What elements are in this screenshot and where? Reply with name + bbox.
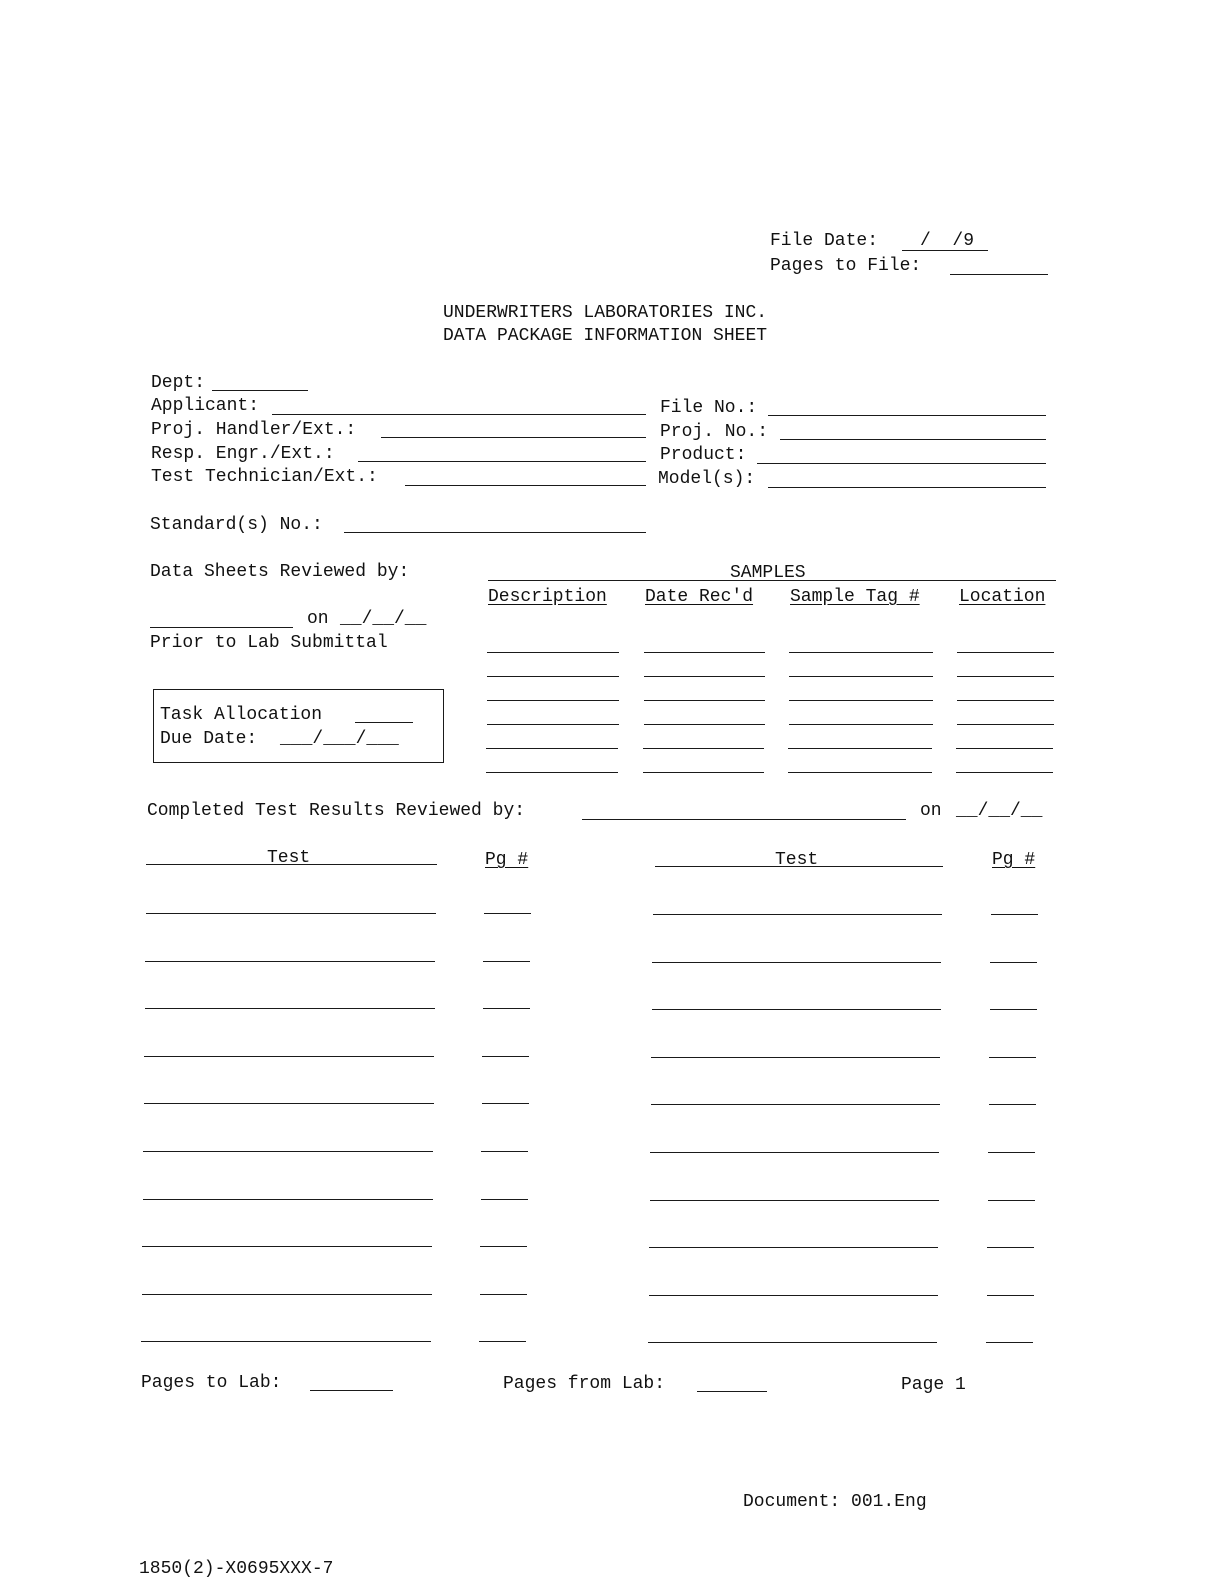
pages-to-file-label: Pages to File: <box>770 256 922 276</box>
task-box-right <box>443 689 444 763</box>
sample-description-field[interactable] <box>487 700 619 701</box>
pages-to-lab-label: Pages to Lab: <box>141 1373 282 1393</box>
page-number: Page 1 <box>901 1375 966 1395</box>
review-on-label: on <box>307 609 329 629</box>
due-date-label: Due Date: <box>160 729 258 749</box>
form-code: 1850(2)-X0695XXX-7 <box>139 1559 334 1579</box>
resp-engr-label: Resp. Engr./Ext.: <box>151 444 335 464</box>
test-left-field[interactable] <box>145 961 435 962</box>
samples-col-location: Location <box>959 587 1046 607</box>
tests-right-pg-header: Pg # <box>992 850 1036 870</box>
pages-from-lab-field[interactable] <box>697 1391 767 1392</box>
test-technician-label: Test Technician/Ext.: <box>151 467 378 487</box>
models-field[interactable] <box>768 487 1046 488</box>
title-line-2: DATA PACKAGE INFORMATION SHEET <box>443 326 768 346</box>
standards-no-label: Standard(s) No.: <box>150 515 323 535</box>
test-left-field[interactable] <box>146 913 436 914</box>
sample-location-field[interactable] <box>956 748 1053 749</box>
sample-date-recd-field[interactable] <box>644 724 765 725</box>
test-right-field[interactable] <box>651 1057 940 1058</box>
samples-title: SAMPLES <box>730 563 806 583</box>
task-box-top <box>154 689 444 690</box>
sample-location-field[interactable] <box>957 700 1054 701</box>
pages-to-lab-field[interactable] <box>310 1390 393 1391</box>
completed-date-field[interactable]: __/__/__ <box>956 801 1043 821</box>
applicant-label: Applicant: <box>151 396 260 416</box>
test-right-field[interactable] <box>649 1247 938 1248</box>
test-left-field[interactable] <box>143 1151 433 1152</box>
pg-right-field[interactable] <box>988 1152 1035 1153</box>
sample-tag-field[interactable] <box>789 676 933 677</box>
sample-location-field[interactable] <box>957 676 1054 677</box>
pg-left-field[interactable] <box>481 1199 528 1200</box>
samples-col-date-recd: Date Rec'd <box>645 587 754 607</box>
sample-date-recd-field[interactable] <box>644 700 765 701</box>
applicant-field[interactable] <box>272 414 646 415</box>
sample-description-field[interactable] <box>487 652 619 653</box>
tests-left-header: Test <box>267 848 311 868</box>
sample-description-field[interactable] <box>486 772 618 773</box>
sample-date-recd-field[interactable] <box>644 676 765 677</box>
file-date-underline <box>902 250 988 251</box>
pg-right-field[interactable] <box>990 1009 1037 1010</box>
sample-date-recd-field[interactable] <box>643 772 764 773</box>
pg-right-field[interactable] <box>988 1200 1035 1201</box>
task-allocation-field[interactable] <box>355 722 413 723</box>
due-date-field[interactable]: ___/___/___ <box>280 729 399 749</box>
test-left-field[interactable] <box>142 1246 432 1247</box>
pg-left-field[interactable] <box>482 1056 529 1057</box>
completed-reviewed-label: Completed Test Results Reviewed by: <box>147 801 526 821</box>
test-left-field[interactable] <box>144 1103 434 1104</box>
pages-from-lab-label: Pages from Lab: <box>503 1374 666 1394</box>
sample-tag-field[interactable] <box>789 652 933 653</box>
sample-description-field[interactable] <box>486 748 618 749</box>
pg-right-field[interactable] <box>990 962 1037 963</box>
test-right-field[interactable] <box>652 1009 941 1010</box>
tests-left-pg-header: Pg # <box>485 850 529 870</box>
test-right-field[interactable] <box>650 1200 939 1201</box>
sample-date-recd-field[interactable] <box>644 652 765 653</box>
review-date-field[interactable]: __/__/__ <box>340 609 427 629</box>
proj-handler-field[interactable] <box>381 437 646 438</box>
pg-right-field[interactable] <box>991 914 1038 915</box>
test-right-field[interactable] <box>653 914 942 915</box>
test-left-field[interactable] <box>141 1341 431 1342</box>
sample-location-field[interactable] <box>957 724 1054 725</box>
test-right-field[interactable] <box>649 1295 938 1296</box>
sample-description-field[interactable] <box>487 724 619 725</box>
test-right-field[interactable] <box>652 962 941 963</box>
sample-location-field[interactable] <box>957 652 1054 653</box>
pg-right-field[interactable] <box>987 1295 1034 1296</box>
pg-left-field[interactable] <box>482 1103 529 1104</box>
samples-col-sample-tag: Sample Tag # <box>790 587 920 607</box>
pages-to-file-field[interactable] <box>950 274 1048 275</box>
dept-label: Dept: <box>151 373 206 393</box>
file-date-value: / /9 <box>920 231 975 251</box>
sample-tag-field[interactable] <box>788 772 932 773</box>
test-technician-field[interactable] <box>405 485 646 486</box>
test-left-field[interactable] <box>144 1056 434 1057</box>
test-right-field[interactable] <box>651 1104 940 1105</box>
title-line-1: UNDERWRITERS LABORATORIES INC. <box>443 303 768 323</box>
dept-field[interactable] <box>212 390 308 391</box>
sample-tag-field[interactable] <box>788 748 932 749</box>
sample-description-field[interactable] <box>487 676 619 677</box>
sample-date-recd-field[interactable] <box>643 748 764 749</box>
proj-no-label: Proj. No.: <box>660 422 769 442</box>
samples-col-description: Description <box>488 587 607 607</box>
file-date-label: File Date: <box>770 231 879 251</box>
completed-on-label: on <box>920 801 942 821</box>
test-right-field[interactable] <box>650 1152 939 1153</box>
pg-right-field[interactable] <box>986 1342 1033 1343</box>
sample-tag-field[interactable] <box>789 724 933 725</box>
pg-right-field[interactable] <box>989 1057 1036 1058</box>
proj-handler-label: Proj. Handler/Ext.: <box>151 420 357 440</box>
completed-reviewer-field[interactable] <box>582 819 906 820</box>
standards-no-field[interactable] <box>344 532 646 533</box>
tests-right-header: Test <box>775 850 819 870</box>
pg-right-field[interactable] <box>989 1104 1036 1105</box>
pg-left-field[interactable] <box>481 1151 528 1152</box>
product-label: Product: <box>660 445 747 465</box>
document-label: Document: 001.Eng <box>743 1492 927 1512</box>
pg-right-field[interactable] <box>987 1247 1034 1248</box>
test-right-field[interactable] <box>648 1342 937 1343</box>
test-left-field[interactable] <box>145 1008 435 1009</box>
product-field[interactable] <box>757 463 1046 464</box>
data-sheets-reviewed-label: Data Sheets Reviewed by: <box>150 562 410 582</box>
pg-left-field[interactable] <box>480 1294 527 1295</box>
sample-location-field[interactable] <box>956 772 1053 773</box>
task-allocation-label: Task Allocation <box>160 705 323 725</box>
prior-to-lab-label: Prior to Lab Submittal <box>150 633 388 653</box>
pg-left-field[interactable] <box>480 1246 527 1247</box>
pg-left-field[interactable] <box>483 1008 530 1009</box>
proj-no-field[interactable] <box>780 439 1046 440</box>
pg-left-field[interactable] <box>484 913 531 914</box>
test-left-field[interactable] <box>142 1294 432 1295</box>
task-box-bottom <box>154 762 444 763</box>
pg-left-field[interactable] <box>479 1341 526 1342</box>
resp-engr-field[interactable] <box>358 461 646 462</box>
pg-left-field[interactable] <box>483 961 530 962</box>
file-no-field[interactable] <box>768 415 1046 416</box>
sample-tag-field[interactable] <box>789 700 933 701</box>
data-sheets-reviewer-field[interactable] <box>150 627 293 628</box>
models-label: Model(s): <box>658 469 756 489</box>
task-box-left <box>153 689 154 763</box>
file-no-label: File No.: <box>660 398 758 418</box>
test-left-field[interactable] <box>143 1199 433 1200</box>
